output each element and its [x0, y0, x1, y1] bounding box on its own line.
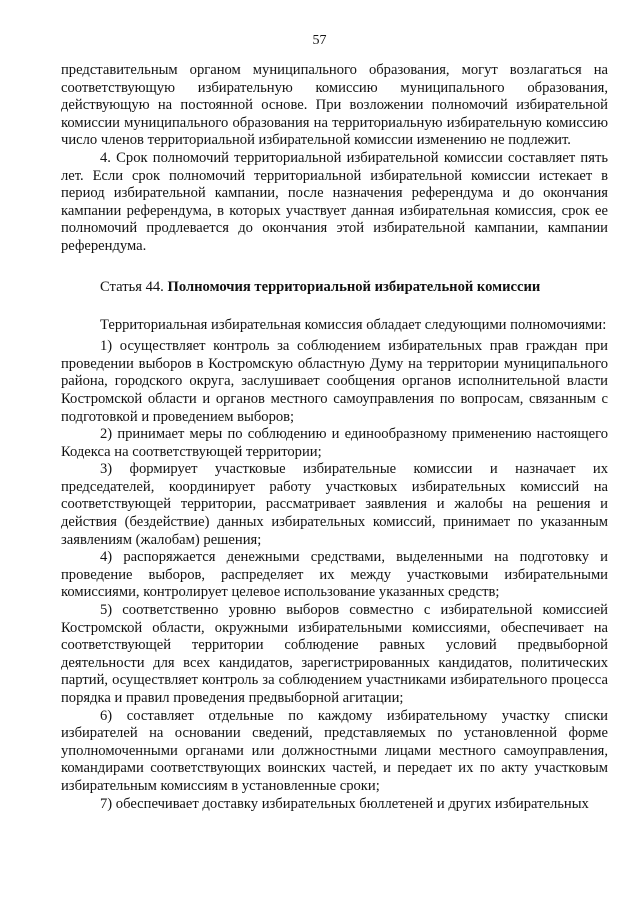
list-item-4: 4) распоряжается денежными средствами, выделенными на подготовку и проведение выборов, распределяет их между участковыми избирательными комиссиями, контролирует целевое использование указанных средств;: [61, 549, 608, 601]
page-body: [61, 62, 608, 813]
list-item-1: 1) осуществляет контроль за соблюдением избирательных прав граждан при проведении выборов в Костромскую областную Думу на территории муниципального района, городского округа, заслушивает сообщения органов исполнительной власти Костромской области и органов местного самоуправления по вопросам, связанным с подготовкой и проведением выборов;: [61, 338, 608, 425]
article-label: Статья 44.: [100, 278, 164, 295]
list-item-6: 6) составляет отдельные по каждому избирательному участку списки избирателей на основании сведений, представляемых по установленной форме уполномоченными органами или должностными лицами местного самоуправления, командирами соответствующих воинских частей, и передает их по акту участковым избирательным комиссиям в установленные сроки;: [61, 707, 608, 794]
list-item-7: 7) обеспечивает доставку избирательных бюллетеней и других избирательных: [100, 795, 589, 812]
article-heading: [61, 278, 608, 296]
article-title: Полномочия территориальной избирательной комиссии: [167, 278, 541, 295]
paragraph-term-of-office: 4. Срок полномочий территориальной избирательной комиссии составляет пять лет. Если срок полномочий территориальной избирательной комиссии истекает в период избирательной кампании, после назначения референдума и до окончания кампании референдума, в которых участвует данная избирательная комиссия, срок ее полномочий продлевается до окончания этой избирательной кампании, кампании референдума.: [61, 149, 608, 254]
paragraph-powers-intro: Территориальная избирательная комиссия обладает следующими полномочиями:: [100, 316, 607, 333]
page-number: 57: [312, 33, 327, 48]
paragraph-continuation: представительным органом муниципального образования, могут возлагаться на соответствующую избирательную комиссию муниципального образования, действующую на постоянной основе. При возложении полномочий избирательной комиссии муниципального образования на территориальную избирательную комиссию число членов территориальной избирательной комиссии изменению не подлежит.: [61, 62, 608, 149]
list-item-2: 2) принимает меры по соблюдению и единообразному применению настоящего Кодекса на соответствующей территории;: [61, 426, 608, 460]
list-item-3: 3) формирует участковые избирательные комиссии и назначает их председателей, координирует работу участковых избирательных комиссий на соответствующей территории, рассматривает заявления и жалобы на решения и действия (бездействие) данных избирательных комиссий, принимает по указанным заявлениям (жалобам) решения;: [61, 461, 608, 548]
list-item-5: 5) соответственно уровню выборов совместно с избирательной комиссией Костромской области, окружными избирательными комиссиями, обеспечивает на соответствующей территории соблюдение равных условий предвыборной деятельности для всех кандидатов, зарегистрированных кандидатов, политических партий, осуществляет контроль за соблюдением участниками избирательного процесса порядка и правил проведения предвыборной агитации;: [61, 602, 608, 706]
